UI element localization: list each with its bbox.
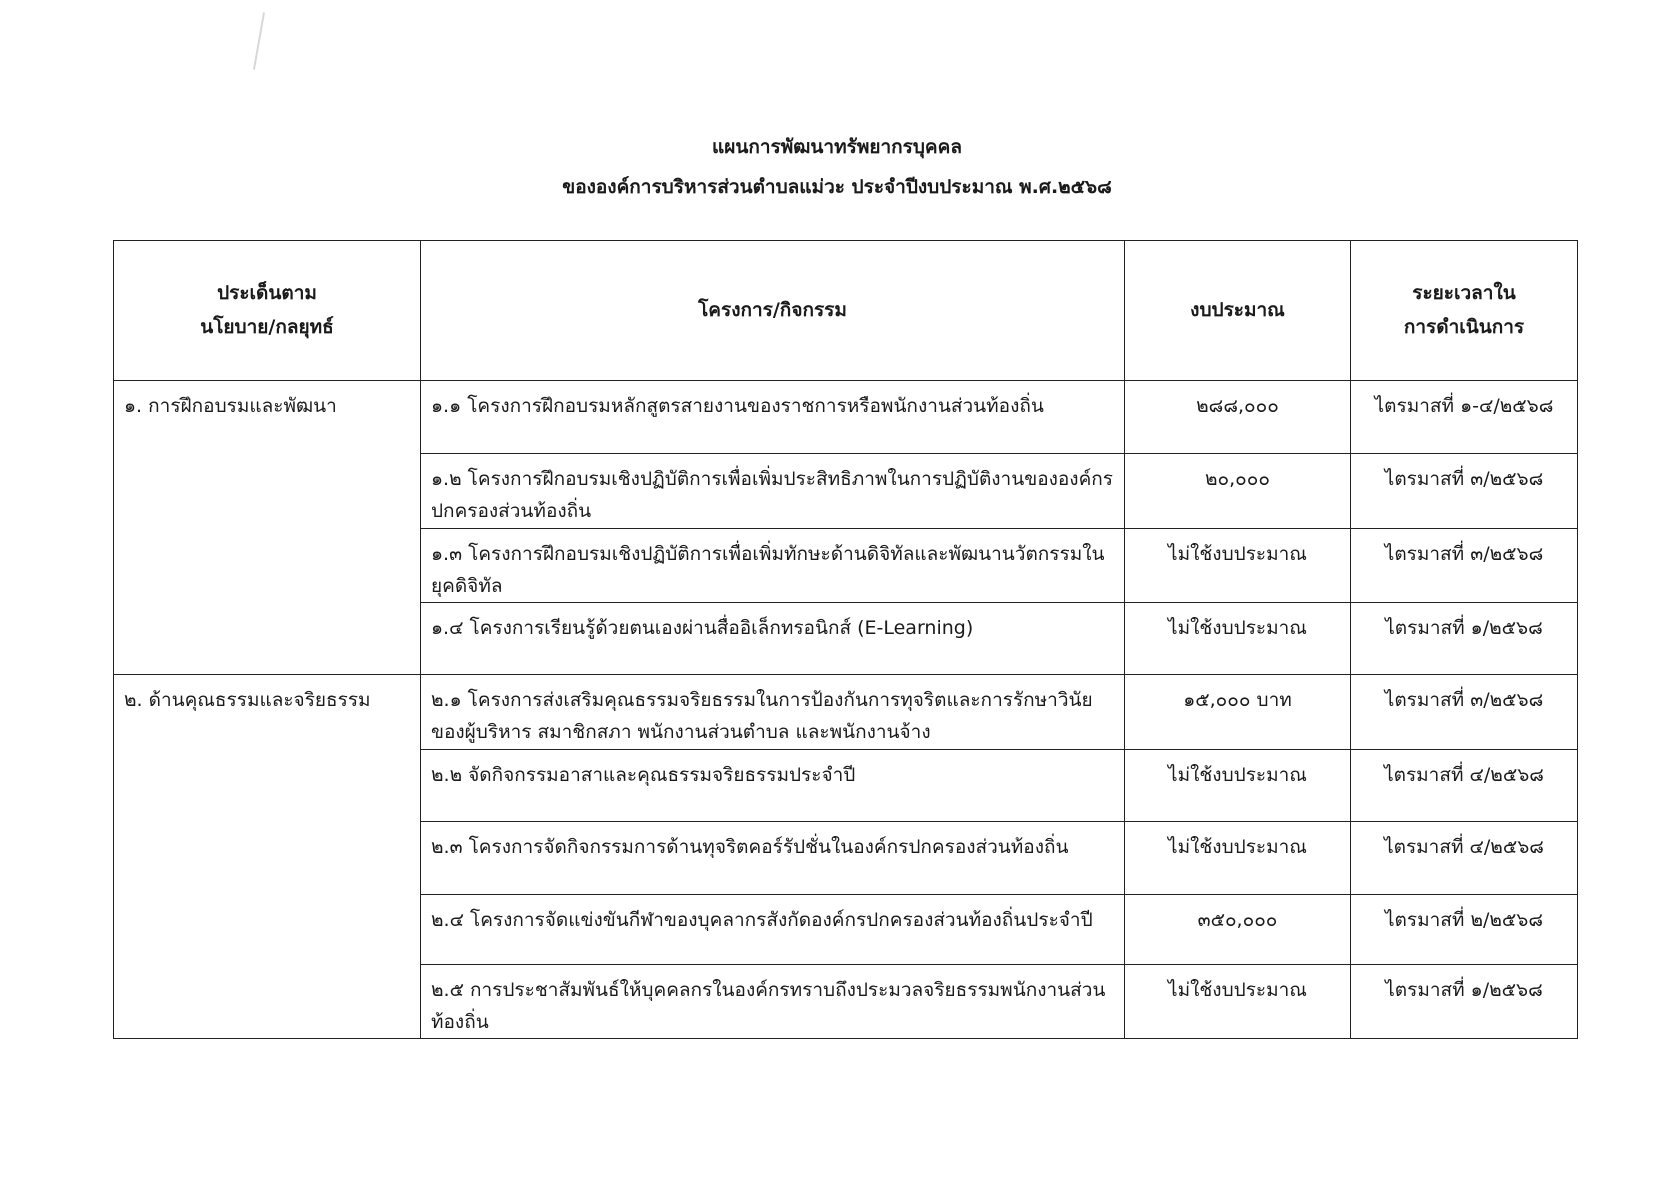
period-cell: ไตรมาสที่ ๔/๒๕๖๘ <box>1351 821 1578 894</box>
period-cell: ไตรมาสที่ ๔/๒๕๖๘ <box>1351 749 1578 821</box>
budget-cell: ไม่ใช้งบประมาณ <box>1125 749 1351 821</box>
period-cell: ไตรมาสที่ ๒/๒๕๖๘ <box>1351 894 1578 964</box>
hr-development-plan-table <box>113 240 1578 1039</box>
period-cell: ไตรมาสที่ ๓/๒๕๖๘ <box>1351 528 1578 603</box>
document-title: แผนการพัฒนาทรัพยากรบุคคล <box>712 136 962 158</box>
project-cell: ๒.๑ โครงการส่งเสริมคุณธรรมจริยธรรมในการป้องกันการทุจริตและการรักษาวินัยของผู้บริหาร สมาชิกสภา พนักงานส่วนตำบล และพนักงานจ้าง <box>421 675 1125 750</box>
project-cell: ๒.๕ การประชาสัมพันธ์ให้บุคคลกรในองค์กรทราบถึงประมวลจริยธรรมพนักงานส่วนท้องถิ่น <box>421 964 1125 1039</box>
header-period <box>1351 241 1578 381</box>
table-header-row <box>114 241 1578 381</box>
table-row <box>114 675 1578 750</box>
budget-cell: ๒๘๘,๐๐๐ <box>1125 381 1351 454</box>
project-cell: ๒.๒ จัดกิจกรรมอาสาและคุณธรรมจริยธรรมประจำปี <box>421 749 1125 821</box>
issue-cell: ๒. ด้านคุณธรรมและจริยธรรม <box>114 675 421 1039</box>
period-cell: ไตรมาสที่ ๓/๒๕๖๘ <box>1351 675 1578 750</box>
header-issue-line1: ประเด็นตาม <box>217 282 317 305</box>
budget-cell: ไม่ใช้งบประมาณ <box>1125 821 1351 894</box>
budget-cell: ไม่ใช้งบประมาณ <box>1125 603 1351 675</box>
project-cell: ๒.๓ โครงการจัดกิจกรรมการด้านทุจริตคอร์รัปชั่นในองค์กรปกครองส่วนท้องถิ่น <box>421 821 1125 894</box>
budget-cell: ๒๐,๐๐๐ <box>1125 454 1351 529</box>
project-cell: ๑.๓ โครงการฝึกอบรมเชิงปฏิบัติการเพื่อเพิ่มทักษะด้านดิจิทัลและพัฒนานวัตกรรมในยุคดิจิทัล <box>421 528 1125 603</box>
project-cell: ๑.๑ โครงการฝึกอบรมหลักสูตรสายงานของราชการหรือพนักงานส่วนท้องถิ่น <box>421 381 1125 454</box>
budget-cell: ๓๕๐,๐๐๐ <box>1125 894 1351 964</box>
project-cell: ๑.๒ โครงการฝึกอบรมเชิงปฏิบัติการเพื่อเพิ่มประสิทธิภาพในการปฏิบัติงานขององค์กรปกครองส่วนท้องถิ่น <box>421 454 1125 529</box>
header-project: โครงการ/กิจกรรม <box>421 241 1125 381</box>
table-row <box>114 381 1578 454</box>
header-issue <box>114 241 421 381</box>
scan-artifact-line <box>253 12 265 69</box>
period-cell: ไตรมาสที่ ๑-๔/๒๕๖๘ <box>1351 381 1578 454</box>
period-cell: ไตรมาสที่ ๑/๒๕๖๘ <box>1351 964 1578 1039</box>
budget-cell: ไม่ใช้งบประมาณ <box>1125 528 1351 603</box>
document-subtitle: ขององค์การบริหารส่วนตำบลแม่วะ ประจำปีงบประมาณ พ.ศ.๒๕๖๘ <box>562 176 1112 198</box>
project-cell: ๑.๔ โครงการเรียนรู้ด้วยตนเองผ่านสื่ออิเล็กทรอนิกส์ (E-Learning) <box>421 603 1125 675</box>
header-period-line2: การดำเนินการ <box>1403 315 1525 338</box>
header-issue-line2: นโยบาย/กลยุทธ์ <box>200 315 334 338</box>
issue-cell: ๑. การฝึกอบรมและพัฒนา <box>114 381 421 675</box>
period-cell: ไตรมาสที่ ๑/๒๕๖๘ <box>1351 603 1578 675</box>
budget-cell: ไม่ใช้งบประมาณ <box>1125 964 1351 1039</box>
project-cell: ๒.๔ โครงการจัดแข่งขันกีฬาของบุคลากรสังกัดองค์กรปกครองส่วนท้องถิ่นประจำปี <box>421 894 1125 964</box>
header-period-line1: ระยะเวลาใน <box>1412 282 1516 305</box>
period-cell: ไตรมาสที่ ๓/๒๕๖๘ <box>1351 454 1578 529</box>
header-budget: งบประมาณ <box>1125 241 1351 381</box>
budget-cell: ๑๕,๐๐๐ บาท <box>1125 675 1351 750</box>
